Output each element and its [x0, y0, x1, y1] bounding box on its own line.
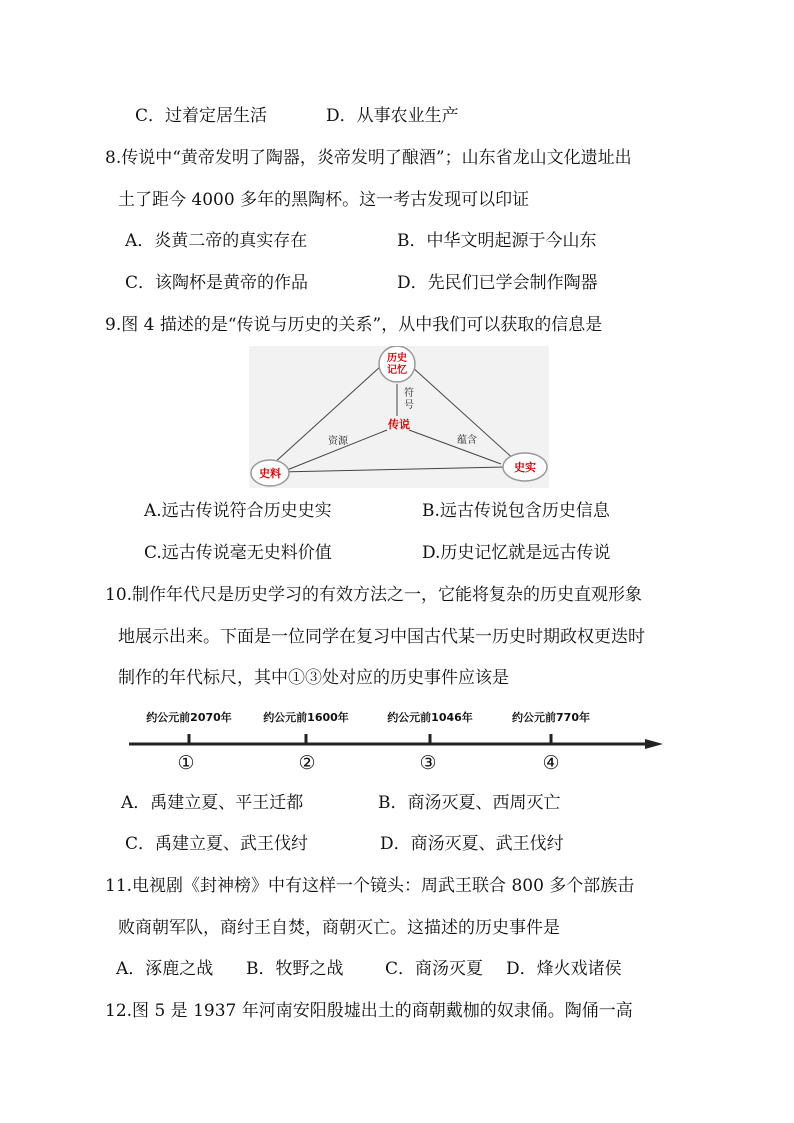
q8-stem-line-2: 土了距今 4000 多年的黑陶杯。这一考古发现可以印证 — [118, 190, 530, 210]
timeline-svg — [125, 706, 670, 776]
q10-option-a: A．禹建立夏、平王迁都 — [121, 793, 304, 813]
q9-option-a: A.远古传说符合历史史实 — [144, 501, 332, 521]
era-timeline — [125, 706, 670, 776]
q11-option-c: C．商汤灭夏 — [385, 959, 484, 979]
edge-label-symbol-2: 号 — [404, 400, 414, 411]
timeline-date-1: 约公元前2070年 — [146, 711, 232, 724]
node-history-memory-label-2: 记忆 — [387, 365, 407, 376]
q10-option-b: B．商汤灭夏、西周灭亡 — [378, 793, 561, 813]
edge-memory-to-facts — [411, 366, 517, 462]
q8-option-b: B．中华文明起源于今山东 — [397, 231, 597, 251]
q10-stem-line-3: 制作的年代标尺，其中①③处对应的历史事件应该是 — [118, 668, 509, 688]
node-historical-facts-label: 史实 — [514, 461, 536, 474]
node-legend-label: 传说 — [388, 418, 410, 431]
q12-stem-line-1: 12.图 5 是 1937 年河南安阳殷墟出土的商朝戴枷的奴隶俑。陶俑一高 — [105, 1001, 633, 1021]
q8-option-d: D．先民们已学会制作陶器 — [397, 273, 598, 293]
q10-stem-line-2: 地展示出来。下面是一位同学在复习中国古代某一历史时期政权更迭时 — [118, 627, 645, 647]
timeline-date-4: 约公元前770年 — [512, 711, 590, 724]
q10-option-d: D．商汤灭夏、武王伐纣 — [380, 834, 564, 854]
node-historical-sources-label: 史料 — [259, 467, 281, 480]
edge-label-contains: 蕴含 — [457, 435, 477, 446]
edge-sources-to-facts — [279, 467, 505, 472]
edge-memory-to-sources — [273, 366, 381, 464]
legend-history-diagram — [249, 346, 549, 488]
q9-option-c: C.远古传说毫无史料价值 — [144, 543, 332, 563]
q7-option-c: C．过着定居生活 — [135, 106, 268, 126]
q8-option-a: A．炎黄二帝的真实存在 — [125, 231, 308, 251]
q9-option-d: D.历史记忆就是远古传说 — [422, 543, 611, 563]
timeline-mark-3: ③ — [419, 752, 437, 774]
edge-label-symbol-1: 符 — [404, 388, 414, 399]
q11-option-a: A．涿鹿之战 — [116, 959, 214, 979]
timeline-mark-1: ① — [177, 752, 195, 774]
q8-option-c: C．该陶杯是黄帝的作品 — [125, 273, 309, 293]
q11-option-b: B．牧野之战 — [246, 959, 344, 979]
q8-stem-line-1: 8.传说中“黄帝发明了陶器，炎帝发明了酿酒”；山东省龙山文化遗址出 — [105, 148, 632, 168]
q9-option-b: B.远古传说包含历史信息 — [422, 501, 610, 521]
q10-option-c: C．禹建立夏、武王伐纣 — [125, 834, 309, 854]
q10-stem-line-1: 10.制作年代尺是历史学习的有效方法之一，它能将复杂的历史直观形象 — [105, 585, 643, 605]
timeline-arrowhead — [645, 739, 663, 749]
q7-option-d: D．从事农业生产 — [326, 106, 459, 126]
q11-stem-line-1: 11.电视剧《封神榜》中有这样一个镜头：周武王联合 800 多个部族击 — [105, 876, 635, 896]
timeline-mark-4: ④ — [542, 752, 560, 774]
timeline-date-3: 约公元前1046年 — [387, 711, 473, 724]
node-history-memory-label-1: 历史 — [387, 353, 407, 364]
q11-stem-line-2: 败商朝军队，商纣王自焚，商朝灭亡。这描述的历史事件是 — [118, 918, 560, 938]
timeline-date-2: 约公元前1600年 — [263, 711, 349, 724]
timeline-mark-2: ② — [298, 752, 316, 774]
diagram-svg — [249, 346, 549, 488]
q11-option-d: D．烽火戏诸侯 — [506, 959, 622, 979]
q9-stem: 9.图 4 描述的是“传说与历史的关系”，从中我们可以获取的信息是 — [105, 315, 603, 335]
node-history-memory — [379, 346, 415, 382]
edge-label-resources: 资源 — [328, 436, 348, 447]
